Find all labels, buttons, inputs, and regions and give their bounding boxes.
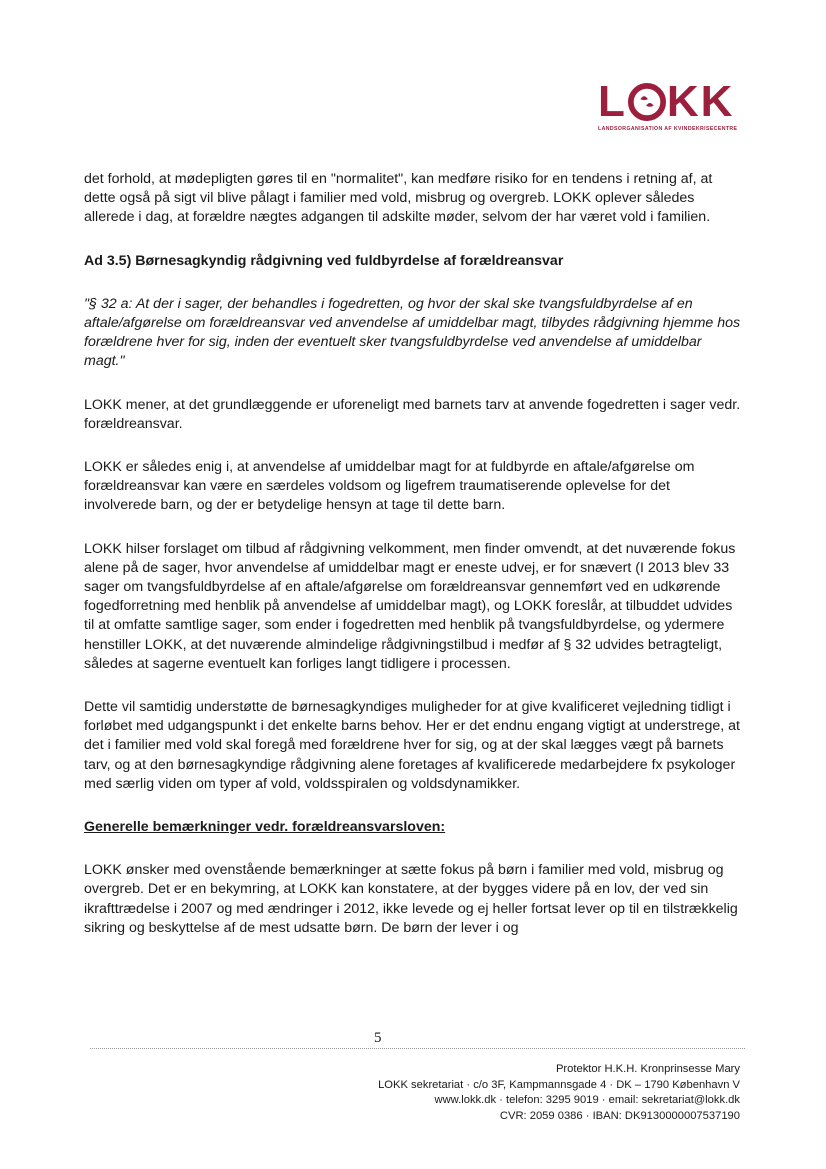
paragraph: LOKK er således enig i, at anvendelse af umiddelbar magt for at fuldbyrde en aftale/afgørelse om forældreansvar kan være en særdeles voldsom og ligefrem traumatiserende oplevelse for det involverede barn, og der er betydelige hensyn at tage til dette barn. xyxy=(84,459,695,514)
paragraph: det forhold, at mødepligten gøres til en "normalitet", kan medføre risiko for en tendens i retning af, at dette også på sigt vil blive pålagt i familier med vold, misbrug og overgreb. LOKK oplever således allerede i dag, at forældre nægtes adgangen til adskilte møder, selvom der har været vold i familien. xyxy=(84,171,713,226)
section-heading-underlined: Generelle bemærkninger vedr. forældreansvarsloven: xyxy=(84,819,446,836)
footer-bank: CVR: 2059 0386 · IBAN: DK9130000007537190 xyxy=(499,1109,740,1122)
paragraph: LOKK ønsker med ovenstående bemærkninger at sætte fokus på børn i familier med vold, misbrug og overgreb. Det er en bekymring, at LOKK kan konstatere, at der bygges videre på en lov, der ved sin ikrafttrædelse i 2007 og med ændringer i 2012, ikke levede og ej heller fortsat lever op til en tilstrækkelig sikring og beskyttelse af de mest udsatte børn. De børn der lever i og xyxy=(84,862,738,936)
logo-tagline: LANDSORGANISATION AF KVINDEKRISECENTRE xyxy=(598,126,738,132)
footer-patron: Protektor H.K.H. Kronprinsesse Mary xyxy=(555,1063,740,1075)
footer xyxy=(378,1062,740,1124)
footer-address: LOKK sekretariat · c/o 3F, Kampmannsgade 4 · DK – 1790 København V xyxy=(378,1078,740,1091)
paragraph: Dette vil samtidig understøtte de børnesagkyndiges muligheder for at give kvalificeret vejledning tidligt i forløbet med udgangspunkt i det enkelte barns behov. Her er det endnu engang vigtigt at understrege, at det i familier med vold skal foregå med forældrene hver for sig, og at der skal lægges vægt på barnets tarv, og at den børnesagkyndige rådgivning alene foretages af kvalificerede medarbejdere fx psykologer med særlig viden om typer af vold, voldsspiralen og voldsdynamikker. xyxy=(84,699,740,792)
logo-wordmark: L KK xyxy=(598,77,735,126)
footer-contact: www.lokk.dk · telefon: 3295 9019 · email: sekretariat@lokk.dk xyxy=(434,1094,740,1107)
paragraph: LOKK hilser forslaget om tilbud af rådgivning velkomment, men finder omvendt, at det nuværende fokus alene på de sager, hvor anvendelse af umiddelbar magt er eneste udvej, er for snævert (I 2013 blev 33 sager om tvangsfuldbyrdelse af en aftale/afgørelse om forældreansvar gennemført ved en udkørende fogedforretning med henblik på anvendelse af umiddelbar magt), og LOKK foreslår, at tilbuddet udvides til at omfatte samtlige sager, som ender i fogedretten med henblik på tvangsfuldbyrdelse, og ydermere henstiller LOKK, at det nuværende almindelige rådgivningstilbud i medfør af § 32 udvides betragteligt, således at sagerne eventuelt kan forliges langt tidligere i processen. xyxy=(84,540,736,672)
lokk-logo xyxy=(598,77,742,136)
footer-divider xyxy=(90,1048,745,1049)
logo-o-icon xyxy=(628,83,666,121)
quoted-provision: "§ 32 a: At der i sager, der behandles i fogedretten, og hvor der skal ske tvangsfuldbyrdelse af en aftale/afgørelse om forældreansvar ved anvendelse af umiddelbar magt, tilbydes rådgivning hjemme hos forældrene hver for sig, inden der eventuelt sker tvangsfuldbyrdelse ved anvendelse af umiddelbar magt." xyxy=(84,295,741,370)
section-heading: Ad 3.5) Børnesagkyndig rådgivning ved fuldbyrdelse af forældreansvar xyxy=(84,252,564,269)
document-body xyxy=(84,170,744,962)
paragraph: LOKK mener, at det grundlæggende er uforeneligt med barnets tarv at anvende fogedretten i sager vedr. forældreansvar. xyxy=(84,396,741,432)
page-number: 5 xyxy=(374,1030,382,1046)
